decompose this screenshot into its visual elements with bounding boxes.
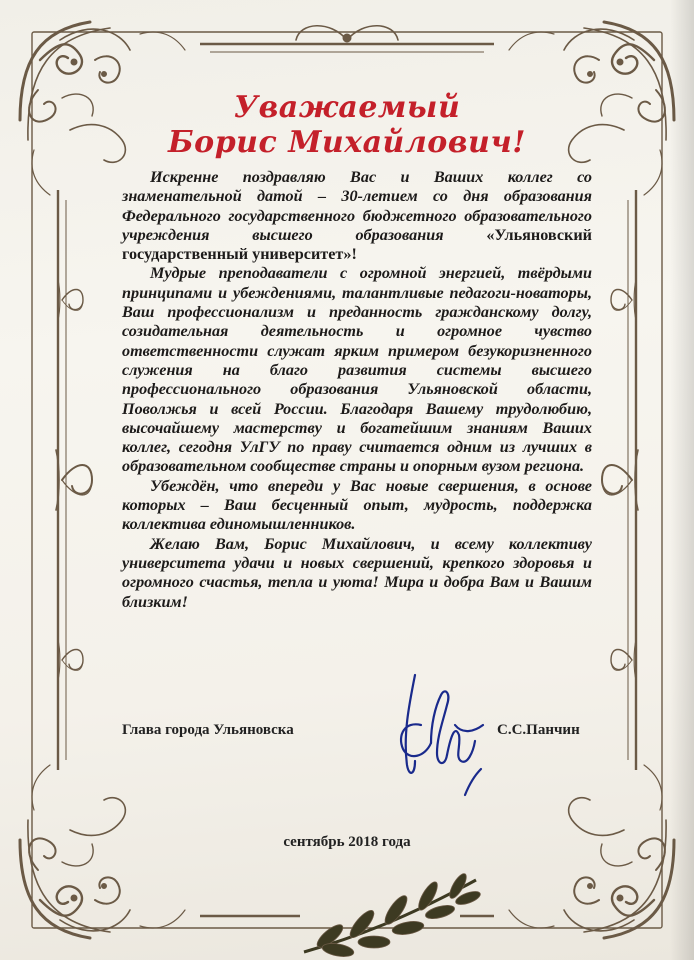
salutation-line-2: Борис Михайлович!: [168, 125, 526, 160]
letter-body: [122, 168, 592, 612]
salutation-line-1: Уважаемый: [233, 90, 461, 125]
paragraph-1-text: Искренне поздравляю Вас и Ваших коллег со знаменательной датой – 30-летием со дня образования Федерального государственного бюджетного образовательного учреждения высшего образования: [122, 168, 592, 244]
university-name: «Ульяновский государственный университет»!: [122, 225, 593, 264]
signatory-name: С.С.Панчин: [497, 722, 580, 738]
laurel-branch-icon: [300, 866, 490, 960]
letter-date: сентябрь 2018 года: [283, 834, 411, 850]
paragraph-2: Мудрые преподаватели с огромной энергией, твёрдыми принципами и убеждениями, талантливые педагоги-новаторы, Ваш профессионализм и преданность гражданскому долгу, созидательная деятельность и огромное чувство ответственности служат ярким примером безукоризненного служения на благо развития системы высшего профессионального образования Ульяновской области, Поволжья и всей России. Благодаря Вашему трудолюбию, высочайшему мастерству и богатейшим знаниям Ваших коллег, сегодня УлГУ по праву считается одним из лучших в образовательном сообществе страны и опорным вузом региона.: [122, 264, 592, 476]
paragraph-3: Убеждён, что впереди у Вас новые свершения, в основе которых – Ваш бесценный опыт, мудрость, поддержка коллектива единомышленников.: [122, 476, 592, 534]
handwritten-signature-icon: [385, 665, 495, 815]
signatory-title: Глава города Ульяновска: [122, 722, 294, 738]
paragraph-1: [122, 168, 592, 264]
paragraph-4: Желаю Вам, Борис Михайлович, и всему коллективу университета удачи и новых свершений, крепкого здоровья и огромного счастья, тепла и уюта! Мира и добра Вам и Вашим близким!: [122, 534, 592, 611]
